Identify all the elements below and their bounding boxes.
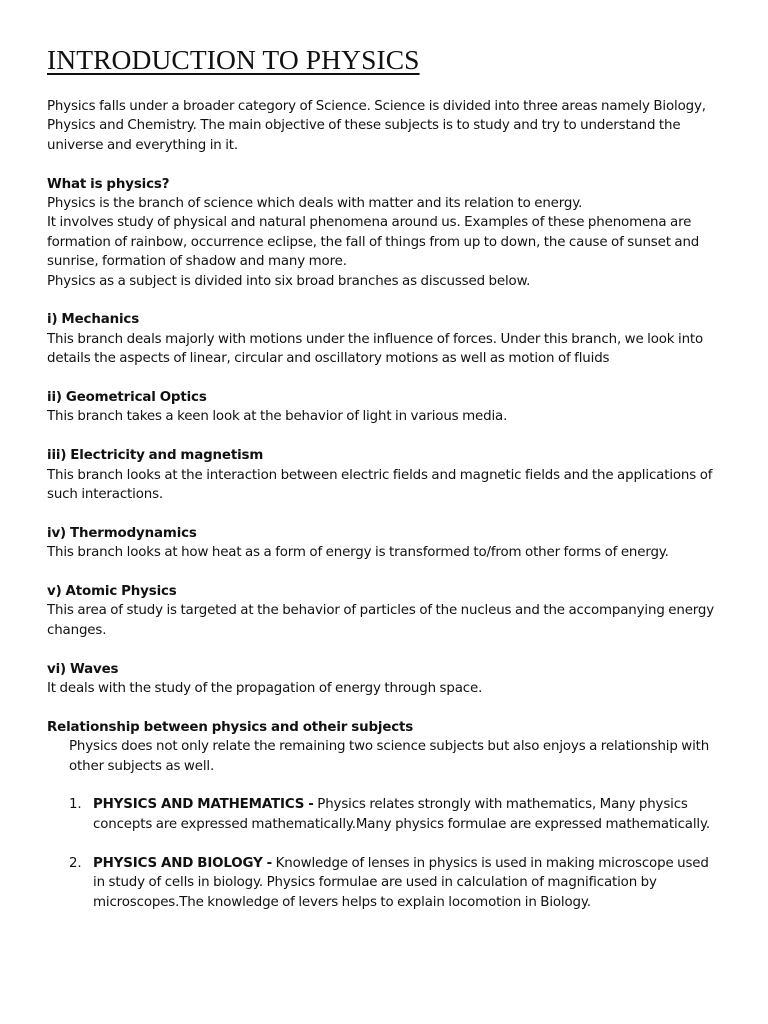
list-item-lead: PHYSICS AND MATHEMATICS - [93, 797, 314, 813]
branch-waves [47, 660, 719, 699]
list-number: 2. [69, 855, 82, 871]
relationship-intro: Physics does not only relate the remaining two science subjects but also enjoys a relationship with other subjects as well. [69, 739, 710, 774]
branch-mechanics [47, 310, 719, 368]
branch-heading: i) Mechanics [47, 312, 140, 328]
branch-atomic-physics [47, 582, 719, 640]
relationship-section [47, 718, 719, 912]
branch-geometrical-optics [47, 388, 719, 427]
list-item [47, 795, 719, 834]
paragraph: Physics as a subject is divided into six broad branches as discussed below. [47, 273, 531, 289]
list-item-lead: PHYSICS AND BIOLOGY - [93, 855, 273, 871]
list-number: 1. [69, 797, 82, 813]
intro-section [47, 97, 719, 155]
branch-heading: v) Atomic Physics [47, 584, 177, 600]
branch-description: This branch looks at how heat as a form of energy is transformed to/from other forms of energy. [47, 545, 669, 561]
document-body [47, 97, 719, 931]
list-item-text: Physics relates strongly with mathematics, Many physics concepts are expressed mathematically.Many physics formulae are expressed mathematically. [93, 797, 710, 832]
branch-description: This branch looks at the interaction between electric fields and magnetic fields and the applications of such interactions. [47, 467, 713, 503]
branch-heading: vi) Waves [47, 661, 119, 677]
relationship-list [47, 795, 719, 911]
document-title: INTRODUCTION TO PHYSICS [47, 44, 420, 75]
branch-heading: iv) Thermodynamics [47, 525, 197, 541]
branch-description: It deals with the study of the propagation of energy through space. [47, 681, 483, 697]
branch-heading: iii) Electricity and magnetism [47, 448, 264, 464]
paragraph: Physics is the branch of science which deals with matter and its relation to energy. [47, 196, 583, 212]
section-heading: What is physics? [47, 176, 170, 192]
list-item-text: Knowledge of lenses in physics is used in making microscope used in study of cells in biology. Physics formulae are used in calculation of magnification by microscopes.The knowledge of levers helps to explain locomotion in Biology. [93, 855, 709, 910]
list-item [47, 854, 719, 912]
branch-description: This branch deals majorly with motions under the influence of forces. Under this branch, we look into details the aspects of linear, circular and oscillatory motions as well as motion of fluids [47, 331, 704, 367]
what-is-physics-section [47, 175, 719, 291]
branch-description: This branch takes a keen look at the behavior of light in various media. [47, 409, 508, 425]
branch-heading: ii) Geometrical Optics [47, 390, 207, 406]
intro-paragraph: Physics falls under a broader category of Science. Science is divided into three areas namely Biology, Physics and Chemistry. The main objective of these subjects is to study and try to understand the universe and everything in it. [47, 99, 706, 153]
branch-thermodynamics [47, 524, 719, 563]
section-heading: Relationship between physics and otheir subjects [47, 719, 414, 735]
branch-electricity-magnetism [47, 446, 719, 504]
branch-description: This area of study is targeted at the behavior of particles of the nucleus and the accompanying energy changes. [47, 603, 715, 638]
paragraph: It involves study of physical and natural phenomena around us. Examples of these phenomena are formation of rainbow, occurrence eclipse, the fall of things from up to down, the cause of sunset and sunrise, formation of shadow and many more. [47, 215, 700, 270]
